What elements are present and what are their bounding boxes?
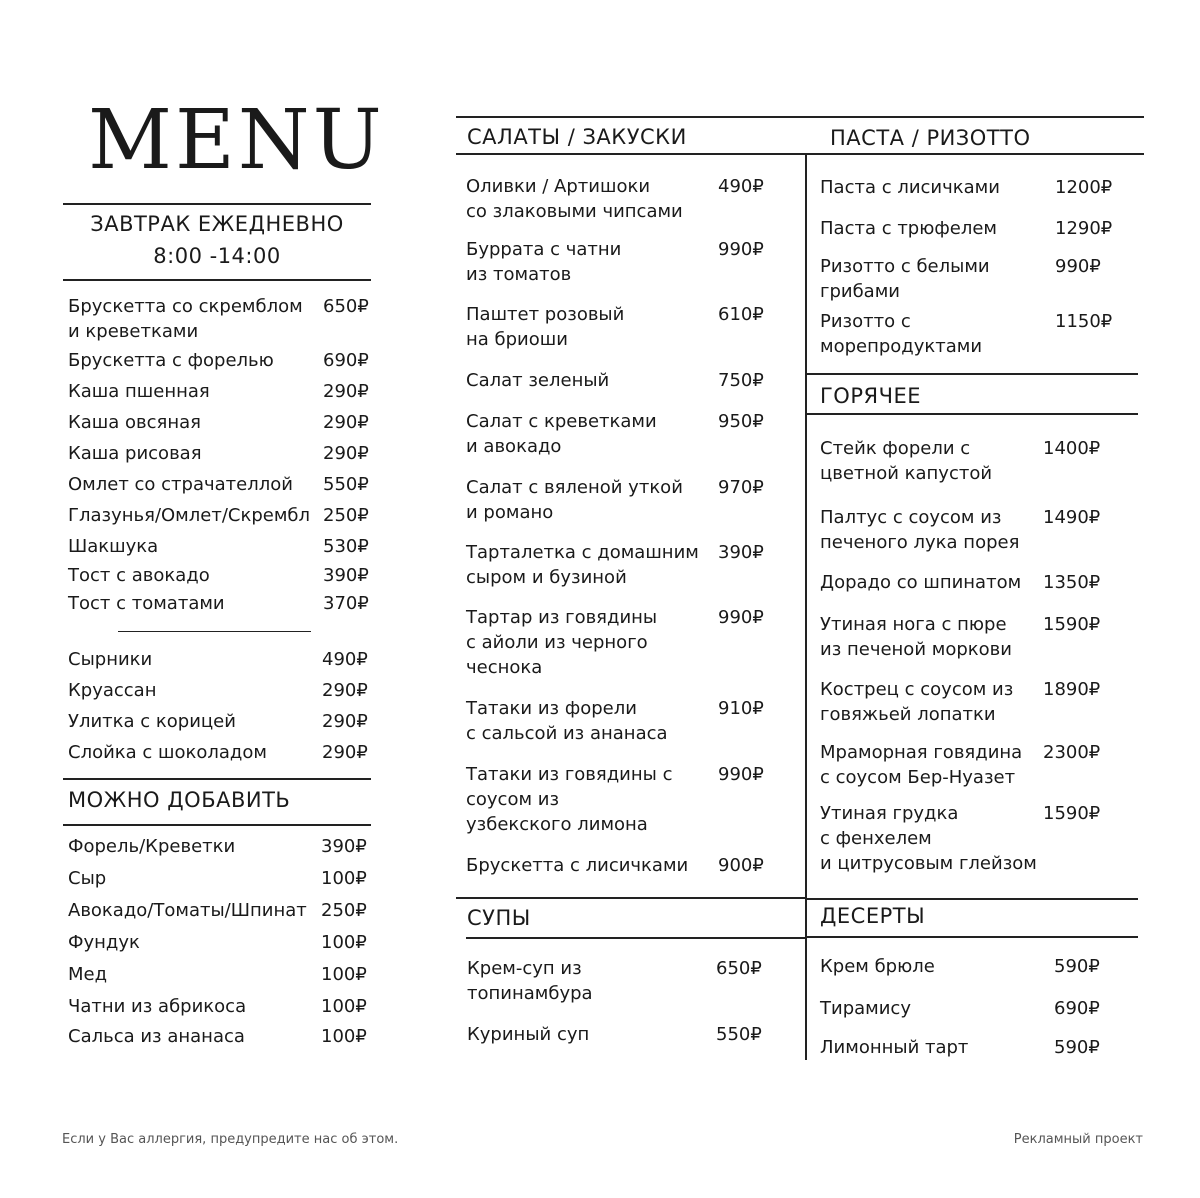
- menu-item-price: 1590₽: [1043, 614, 1101, 635]
- menu-item-name: Слойка с шоколадом: [68, 742, 267, 763]
- menu-item-price: 550₽: [716, 1024, 762, 1045]
- menu-item-price: 390₽: [323, 565, 369, 586]
- menu-item-price: 690₽: [323, 350, 369, 371]
- divider: [118, 631, 311, 632]
- menu-item-name: Паштет розовый на бриоши: [466, 304, 625, 350]
- menu-item-price: 390₽: [321, 836, 367, 857]
- menu-item-price: 290₽: [322, 680, 368, 701]
- menu-item-name: Лимонный тарт: [820, 1037, 969, 1058]
- divider: [63, 824, 371, 826]
- divider: [63, 279, 371, 281]
- menu-item-price: 970₽: [718, 477, 764, 498]
- menu-logo: MENU: [88, 93, 385, 188]
- menu-item-price: 590₽: [1054, 956, 1100, 977]
- menu-item-price: 250₽: [321, 900, 367, 921]
- menu-item-price: 1590₽: [1043, 803, 1101, 824]
- addons-title: МОЖНО ДОБАВИТЬ: [68, 788, 291, 812]
- divider: [456, 153, 1144, 155]
- menu-item-name: Дорадо со шпинатом: [820, 572, 1022, 593]
- menu-item-price: 650₽: [716, 958, 762, 979]
- menu-item-name: Паста с трюфелем: [820, 218, 998, 239]
- divider: [63, 778, 371, 780]
- menu-item-name: Татаки из форели с сальсой из ананаса: [466, 698, 668, 744]
- menu-item-price: 900₽: [718, 855, 764, 876]
- menu-item-price: 100₽: [321, 868, 367, 889]
- menu-item-price: 1890₽: [1043, 679, 1101, 700]
- menu-item-name: Салат с вяленой уткой и романо: [466, 477, 683, 523]
- menu-item-price: 610₽: [718, 304, 764, 325]
- menu-item-price: 990₽: [718, 239, 764, 260]
- ad-label: Рекламный проект: [1013, 1132, 1143, 1147]
- menu-item-price: 2300₽: [1043, 742, 1101, 763]
- menu-item-price: 100₽: [321, 996, 367, 1017]
- menu-item-name: Глазунья/Омлет/Скрембл: [68, 505, 311, 526]
- menu-item-name: Куриный суп: [467, 1024, 590, 1045]
- menu-item-price: 490₽: [718, 176, 764, 197]
- menu-item-price: 1150₽: [1055, 311, 1113, 332]
- pasta-title: ПАСТА / РИЗОТТО: [830, 126, 1031, 150]
- breakfast-hours: 8:00 -14:00: [153, 244, 281, 268]
- hot-title: ГОРЯЧЕЕ: [820, 384, 922, 408]
- menu-item-name: Каша пшенная: [68, 381, 210, 402]
- menu-item-price: 1350₽: [1043, 572, 1101, 593]
- soups-title: СУПЫ: [467, 906, 531, 930]
- menu-item-name: Ризотто с белыми грибами: [820, 256, 990, 302]
- menu-item-name: Омлет со страчателлой: [68, 474, 293, 495]
- menu-item-name: Форель/Креветки: [68, 836, 236, 857]
- menu-item-price: 690₽: [1054, 998, 1100, 1019]
- menu-item-price: 550₽: [323, 474, 369, 495]
- menu-item-name: Тост с томатами: [68, 593, 225, 614]
- divider: [456, 897, 806, 899]
- menu-item-name: Брускетта со скремблом и креветками: [68, 296, 303, 342]
- menu-item-name: Утиная нога с пюре из печеной моркови: [820, 614, 1012, 660]
- menu-item-name: Тартар из говядины с айоли из черного чеснока: [466, 607, 658, 678]
- menu-item-price: 490₽: [322, 649, 368, 670]
- menu-item-price: 1290₽: [1055, 218, 1113, 239]
- menu-item-price: 990₽: [718, 764, 764, 785]
- menu-item-price: 1490₽: [1043, 507, 1101, 528]
- menu-item-name: Круассан: [68, 680, 157, 701]
- allergy-note: Если у Вас аллергия, предупредите нас об этом.: [62, 1132, 399, 1147]
- menu-item-price: 290₽: [323, 412, 369, 433]
- menu-item-price: 1400₽: [1043, 438, 1101, 459]
- divider: [806, 898, 1138, 900]
- menu-item-name: Тост с авокадо: [68, 565, 210, 586]
- menu-item-price: 250₽: [323, 505, 369, 526]
- menu-item-name: Тирамису: [820, 998, 911, 1019]
- menu-item-price: 1200₽: [1055, 177, 1113, 198]
- menu-item-name: Кострец с соусом из говяжьей лопатки: [820, 679, 1014, 725]
- menu-item-name: Брускетта с форелью: [68, 350, 274, 371]
- menu-item-name: Мед: [68, 964, 108, 985]
- breakfast-title: ЗАВТРАК ЕЖЕДНЕВНО: [90, 212, 344, 236]
- menu-item-price: 390₽: [718, 542, 764, 563]
- menu-item-price: 100₽: [321, 1026, 367, 1047]
- menu-item-price: 530₽: [323, 536, 369, 557]
- menu-item-price: 100₽: [321, 964, 367, 985]
- menu-item-name: Ризотто с морепродуктами: [820, 311, 983, 357]
- menu-item-name: Паста с лисичками: [820, 177, 1000, 198]
- menu-item-name: Крем брюле: [820, 956, 935, 977]
- menu-item-name: Стейк форели с цветной капустой: [820, 438, 993, 484]
- menu-item-name: Сальса из ананаса: [68, 1026, 245, 1047]
- menu-item-name: Каша рисовая: [68, 443, 202, 464]
- menu-item-price: 290₽: [323, 443, 369, 464]
- menu-item-name: Салат с креветками и авокадо: [466, 411, 657, 457]
- menu-item-name: Татаки из говядины с соусом из узбекского лимона: [466, 764, 673, 835]
- menu-item-price: 990₽: [718, 607, 764, 628]
- menu-item-name: Салат зеленый: [466, 370, 610, 391]
- menu-item-name: Чатни из абрикоса: [68, 996, 247, 1017]
- menu-item-name: Буррата с чатни из томатов: [466, 239, 622, 285]
- menu-item-name: Сырники: [68, 649, 153, 670]
- menu-item-name: Улитка с корицей: [68, 711, 236, 732]
- menu-item-name: Мраморная говядина с соусом Бер-Нуазет: [820, 742, 1023, 788]
- menu-item-name: Каша овсяная: [68, 412, 202, 433]
- menu-item-name: Тарталетка с домашним сыром и бузиной: [466, 542, 699, 588]
- menu-item-name: Брускетта с лисичками: [466, 855, 689, 876]
- divider: [806, 373, 1138, 375]
- column-divider: [805, 153, 807, 1060]
- menu-item-price: 290₽: [322, 711, 368, 732]
- menu-item-price: 100₽: [321, 932, 367, 953]
- divider: [806, 413, 1138, 415]
- menu-item-price: 750₽: [718, 370, 764, 391]
- menu-item-name: Оливки / Артишоки со злаковыми чипсами: [466, 176, 683, 222]
- menu-item-price: 370₽: [323, 593, 369, 614]
- divider: [466, 937, 806, 939]
- desserts-title: ДЕСЕРТЫ: [820, 904, 926, 928]
- menu-item-price: 990₽: [1055, 256, 1101, 277]
- menu-item-price: 290₽: [322, 742, 368, 763]
- menu-item-price: 290₽: [323, 381, 369, 402]
- menu-item-price: 650₽: [323, 296, 369, 317]
- menu-item-name: Сыр: [68, 868, 107, 889]
- menu-item-price: 590₽: [1054, 1037, 1100, 1058]
- menu-item-price: 950₽: [718, 411, 764, 432]
- menu-item-name: Фундук: [68, 932, 140, 953]
- menu-item-name: Утиная грудка с фенхелем и цитрусовым глейзом: [820, 803, 1037, 874]
- menu-item-name: Палтус с соусом из печеного лука порея: [820, 507, 1020, 553]
- divider: [63, 203, 371, 205]
- menu-item-name: Авокадо/Томаты/Шпинат: [68, 900, 307, 921]
- menu-item-price: 910₽: [718, 698, 764, 719]
- divider: [456, 116, 1144, 118]
- salads-title: САЛАТЫ / ЗАКУСКИ: [467, 125, 687, 149]
- menu-item-name: Крем-суп из топинамбура: [467, 958, 593, 1004]
- divider: [806, 936, 1138, 938]
- menu-item-name: Шакшука: [68, 536, 159, 557]
